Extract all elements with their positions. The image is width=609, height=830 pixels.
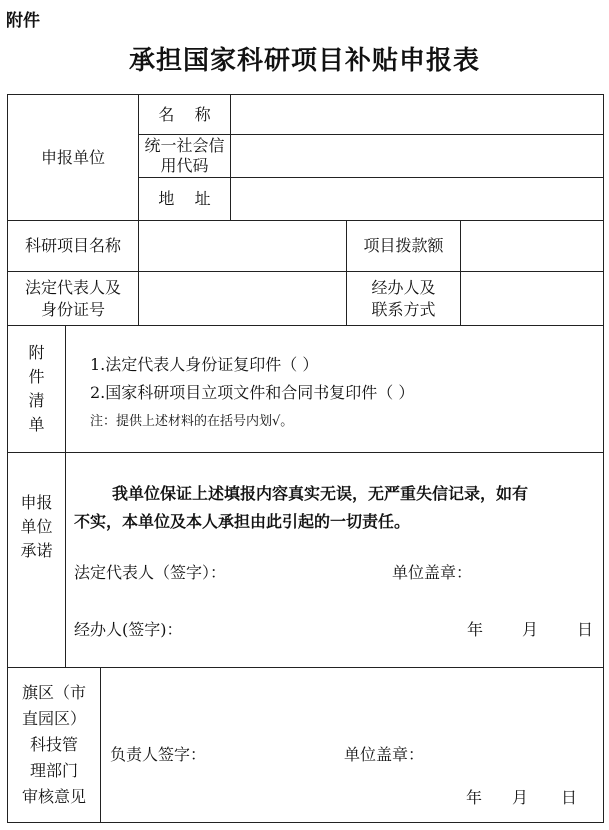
form-title: 承担国家科研项目补贴申报表 (128, 46, 480, 76)
legal-rep-label-line1: 法定代表人及 (24, 277, 121, 297)
commitment-label-char: 诺 (36, 541, 53, 560)
credit-code-label (139, 135, 230, 177)
divider (65, 325, 66, 668)
attachment-label: 附件 (6, 11, 40, 31)
attachments-label-char: 件 (28, 367, 45, 386)
attachments-label (8, 326, 65, 452)
commitment-statement-line2: 不实，本单位及本人承担由此引起的一切责任。 (74, 512, 411, 531)
handler-label-line1: 经办人及 (371, 277, 436, 297)
funding-label: 项目拨款额 (363, 236, 444, 255)
legal-rep-label (8, 272, 138, 325)
review-date-year-label: 年 (466, 788, 483, 807)
date-day-label: 日 (577, 620, 594, 639)
table-border-right (603, 94, 604, 823)
commitment-label-row (20, 539, 52, 563)
review-label-line: 理部门 (29, 761, 78, 780)
review-label-line: 科技管 (29, 735, 78, 754)
review-label-line: 审核意见 (21, 787, 86, 806)
date-month-label: 月 (522, 620, 539, 639)
attachments-label-char: 附 (28, 343, 45, 362)
divider (7, 452, 604, 453)
commitment-label-char: 单 (20, 517, 37, 536)
review-date-month-label: 月 (512, 788, 529, 807)
commitment-label-char: 承 (20, 541, 37, 560)
attachments-label-char: 单 (28, 415, 45, 434)
responsible-signature-label: 负责人签字： (110, 745, 207, 764)
legal-rep-field[interactable] (139, 272, 346, 325)
attachment-item-2: 2.国家科研项目立项文件和合同书复印件（ ） (90, 383, 415, 402)
handler-label-line2: 联系方式 (371, 299, 436, 319)
handler-label (347, 272, 460, 325)
credit-code-label-text: 统一社会信用代码 (144, 136, 225, 175)
commitment-label-char: 申 (20, 493, 37, 512)
divider (7, 325, 604, 326)
commitment-label-row (20, 515, 52, 539)
review-label (8, 668, 100, 822)
name-field[interactable] (231, 95, 603, 134)
address-field[interactable] (231, 178, 603, 220)
table-border-bottom (7, 822, 604, 823)
legal-rep-signature-label: 法定代表人（签字）： (74, 563, 227, 582)
review-label-line: 直园区） (21, 709, 86, 728)
commitment-label (8, 453, 65, 667)
funding-field[interactable] (461, 221, 603, 271)
legal-rep-label-line2: 身份证号 (40, 299, 105, 319)
attachment-note: 注：提供上述材料的在括号内划√。 (90, 414, 294, 429)
project-name-label: 科研项目名称 (24, 236, 121, 255)
attachment-item-1: 1.法定代表人身份证复印件（ ） (90, 355, 319, 374)
commitment-statement-line1: 我单位保证上述填报内容真实无误，无严重失信记录，如有 (112, 484, 529, 503)
review-label-line: 旗区（市 (21, 683, 86, 702)
address-label: 地 址 (158, 189, 211, 208)
handler-signature-label: 经办人(签字)： (74, 620, 183, 639)
commitment-label-char: 位 (36, 517, 53, 536)
review-date-day-label: 日 (561, 788, 578, 807)
name-label: 名 称 (158, 104, 211, 124)
credit-code-field[interactable] (231, 135, 603, 177)
applicant-section-label: 申报单位 (40, 147, 105, 167)
commitment-label-row (20, 491, 52, 515)
attachments-label-char: 清 (28, 391, 45, 410)
project-name-field[interactable] (139, 221, 346, 271)
date-year-label: 年 (467, 620, 484, 639)
handler-field[interactable] (461, 272, 603, 325)
unit-seal-label: 单位盖章： (392, 563, 473, 582)
commitment-label-char: 报 (36, 493, 53, 512)
review-unit-seal-label: 单位盖章： (344, 745, 425, 764)
divider (100, 667, 101, 823)
